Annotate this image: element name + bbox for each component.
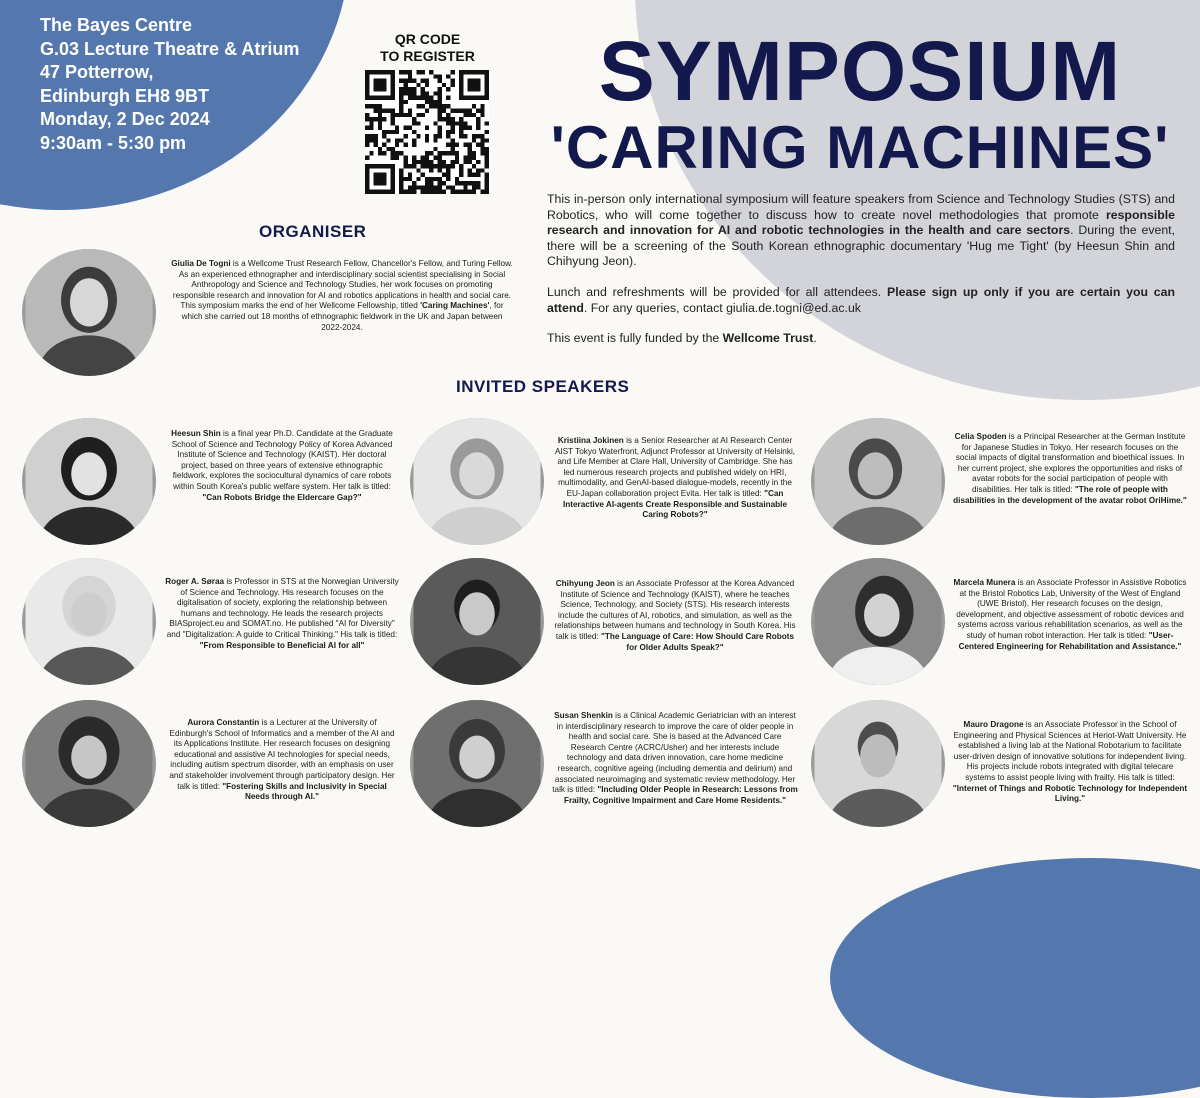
blue-arc-decoration (830, 858, 1200, 1098)
speaker-photo-susan-shenkin (410, 700, 544, 827)
registration-qr-code[interactable] (365, 70, 489, 194)
event-title (545, 26, 1175, 180)
speaker-photo-chihyung-jeon (410, 558, 544, 685)
speaker-photo-mauro-dragone (811, 700, 945, 827)
talk-title: "Fostering Skills and Inclusivity in Special Needs through AI." (222, 781, 387, 802)
speaker-bio-celia-spoden: Celia Spoden is a Principal Researcher at the German Institute for Japanese Studies in Tokyo. Her research focuses on the social impacts of digital transformation and bioethical issues. In her current project, she explores the opportunities and risks of avatar robots for the social participation of people with disabilities. Her talk is titled: "The role of people with disabilities in the development of the avatar robot OriHime." (953, 432, 1187, 505)
speaker-bio-heesun-shin: Heesun Shin is a final year Ph.D. Candidate at the Graduate School of Science and Technology Policy of Korea Advanced Institute of Science and Technology (KAIST). Her doctoral project, based on three years of extensive ethnographic fieldwork, explores the sociocultural dynamics of care robots within South Korea's public welfare system. Her talk is titled: "Can Robots Bridge the Eldercare Gap?" (171, 429, 393, 502)
person-portrait-icon (811, 700, 945, 827)
person-portrait-icon (811, 558, 945, 685)
talk-title: "Including Older People in Research: Lessons from Frailty, Cognitive Impairment and Care Home Residents." (563, 785, 798, 805)
talk-title: "User-Centered Engineering for Rehabilitation and Assistance." (958, 630, 1182, 651)
speaker-bio-marcela-munera: Marcela Munera is an Associate Professor in Assistive Robotics at the Bristol Robotics Lab, University of the West of England (UWE Bristol). Her research focuses on the design, development, and objective assessment of robotic devices and systems across various rehabilitation scenarios, as well as the study of human robot interaction. Her talk is titled: "User-Centered Engineering for Rehabilitation and Assistance." (953, 578, 1187, 651)
person-portrait-icon (22, 249, 156, 376)
person-portrait-icon (410, 418, 544, 545)
speaker-bio-kristiina-jokinen: Kristiina Jokinen is a Senior Researcher at AI Research Center AIST Tokyo Waterfront, Adjunct Professor at University of Helsinki, and Life Member at Clare Hall, University of Cambridge. She has led numerous research projects and published widely on HRI, multimodality, and GenAI-based dialogue-models, recently in the EU-Japan collaboration project Evita. Her talk is titled: "Can Interactive AI-agents Create Responsible and Sustainable Caring Robots?" (554, 436, 796, 520)
organiser-bio: Giulia De Togni is a Wellcome Trust Research Fellow, Chancellor's Fellow, and Turing Fellow. As an experienced ethnographer and interdisciplinary social scientist specialising in Social Anthropology and Science and Technology Studies, her work focuses on promoting responsible research and innovation for AI and robotics applications in health and social care. This symposium marks the end of her Wellcome Fellowship, titled 'Caring Machines', for which she carried out 18 months of ethnographic fieldwork in the UK and Japan between 2022-2024. (171, 259, 513, 332)
speaker-name: Susan Shenkin (554, 711, 613, 720)
speaker-photo-celia-spoden (811, 418, 945, 545)
talk-title: "Can Robots Bridge the Eldercare Gap?" (202, 492, 362, 502)
event-description (547, 192, 1175, 362)
speaker-name: Roger A. Søraa (165, 577, 225, 586)
speaker-bio-aurora-constantin: Aurora Constantin is a Lecturer at the University of Edinburgh's School of Informatics and a member of the AI and its Applications Institute. Her research focuses on designing educational and assistive AI technologies for special needs, including autism spectrum disorder, with an emphasis on user and stakeholder involvement through participatory design. Her talk is titled: "Fostering Skills and Inclusivity in Special Needs through AI." (169, 718, 395, 802)
venue-street: 47 Potterrow, (40, 62, 154, 82)
event-time: 9:30am - 5:30 pm (40, 132, 187, 153)
speaker-name: Marcela Munera (953, 578, 1016, 587)
talk-title: "From Responsible to Beneficial AI for all" (199, 640, 365, 650)
speaker-photo-aurora-constantin (22, 700, 156, 827)
organiser-photo (22, 249, 156, 376)
speaker-bio-mauro-dragone: Mauro Dragone is an Associate Professor in the School of Engineering and Physical Sciences at Heriot-Watt University. He established a living lab at the National Robotarium to facilitate user-driven design of innovative solutions for independent living. His projects include robots integrated with digital telecare systems to assist people living with frailty. His talk is titled: "Internet of Things and Robotic Technology for Independent Living." (952, 720, 1188, 804)
title-line-2: 'CARING MACHINES' (550, 114, 1170, 181)
venue-room: G.03 Lecture Theatre & Atrium (40, 38, 300, 59)
speaker-photo-kristiina-jokinen (410, 418, 544, 545)
speaker-name: Celia Spoden (954, 432, 1007, 441)
person-portrait-icon (22, 700, 156, 827)
logistics-paragraph: Lunch and refreshments will be provided for all attendees. Please sign up only if you are certain you can attend. For any queries, contact giulia.de.togni@ed.ac.uk (547, 284, 1175, 315)
funding-paragraph: This event is fully funded by the Wellcome Trust. (547, 331, 817, 346)
title-line-1: SYMPOSIUM (598, 24, 1122, 118)
talk-title: "The role of people with disabilities in the development of the avatar robot OriHime." (953, 484, 1187, 505)
venue-details (40, 14, 299, 155)
person-portrait-icon (22, 558, 156, 685)
speaker-photo-roger-soraa (22, 558, 156, 685)
organiser-heading: ORGANISER (259, 222, 367, 241)
qr-label: QR CODE TO REGISTER (380, 31, 475, 64)
description-paragraph: This in-person only international symposium will feature speakers from Science and Technology Studies (STS) and Robotics, who will come together to discuss how to create novel methodologies that promote responsible research and innovation for AI and robotic technologies in the health and care sectors. During the event, there will be a screening of the South Korean ethnographic documentary 'Hug me Tight' (by Heesun Shin and Chihyung Jeon). (547, 192, 1176, 269)
venue-name: The Bayes Centre (40, 15, 193, 35)
person-portrait-icon (22, 418, 156, 545)
venue-city: Edinburgh EH8 9BT (40, 85, 210, 106)
person-portrait-icon (811, 418, 945, 545)
speaker-name: Kristiina Jokinen (557, 436, 624, 445)
speaker-bio-chihyung-jeon: Chihyung Jeon is an Associate Professor at the Korea Advanced Institute of Science and Technology (KAIST), where he teaches Science, Technology, and Society (STS). His research interests include the cultures of AI, robotics, and simulation, as well as the relationships between humans and technology in South Korea. His talk is titled: "The Language of Care: How Should Care Robots for Older Adults Speak?" (554, 579, 796, 652)
speaker-name: Chihyung Jeon (555, 579, 615, 588)
talk-title: "The Language of Care: How Should Care Robots for Older Adults Speak?" (600, 631, 795, 652)
speaker-name: Heesun Shin (171, 429, 221, 438)
speaker-name: Mauro Dragone (963, 720, 1024, 729)
speaker-bio-susan-shenkin: Susan Shenkin is a Clinical Academic Geriatrician with an interest in interdisciplinary research to improve the care of older people in health and social care. She is based at the Advanced Care Research Centre (ACRC/Usher) and her interests include technology and data driven innovation, care home medicine research, cognitive ageing (including dementia and delirium) and associated neuroimaging and systematic review methodology. Her talk is titled: "Including Older People in Research: Lessons from Frailty, Cognitive Impairment and Care Home Residents." (552, 711, 798, 805)
invited-speakers-heading: INVITED SPEAKERS (456, 377, 630, 396)
speaker-photo-heesun-shin (22, 418, 156, 545)
event-date: Monday, 2 Dec 2024 (40, 109, 210, 129)
speaker-photo-marcela-munera (811, 558, 945, 685)
speaker-name: Aurora Constantin (187, 718, 260, 727)
talk-title: "Can Interactive AI-agents Create Responsible and Sustainable Caring Robots?" (562, 488, 787, 520)
speaker-bio-roger-soraa: Roger A. Søraa is Professor in STS at the Norwegian University of Science and Technology. His research focuses on the digitalisation of society, exploring the relationship between humans and technology. He leads the research projects BIASproject.eu and SOMAT.no. He published "AI for Diversity" and "Digitalization: A guide to Critical Thinking." His talk is titled: "From Responsible to Beneficial AI for all" (165, 577, 399, 650)
person-portrait-icon (410, 558, 544, 685)
person-portrait-icon (410, 700, 544, 827)
talk-title: "Internet of Things and Robotic Technology for Independent Living." (952, 783, 1188, 804)
organiser-name: Giulia De Togni (171, 259, 231, 268)
